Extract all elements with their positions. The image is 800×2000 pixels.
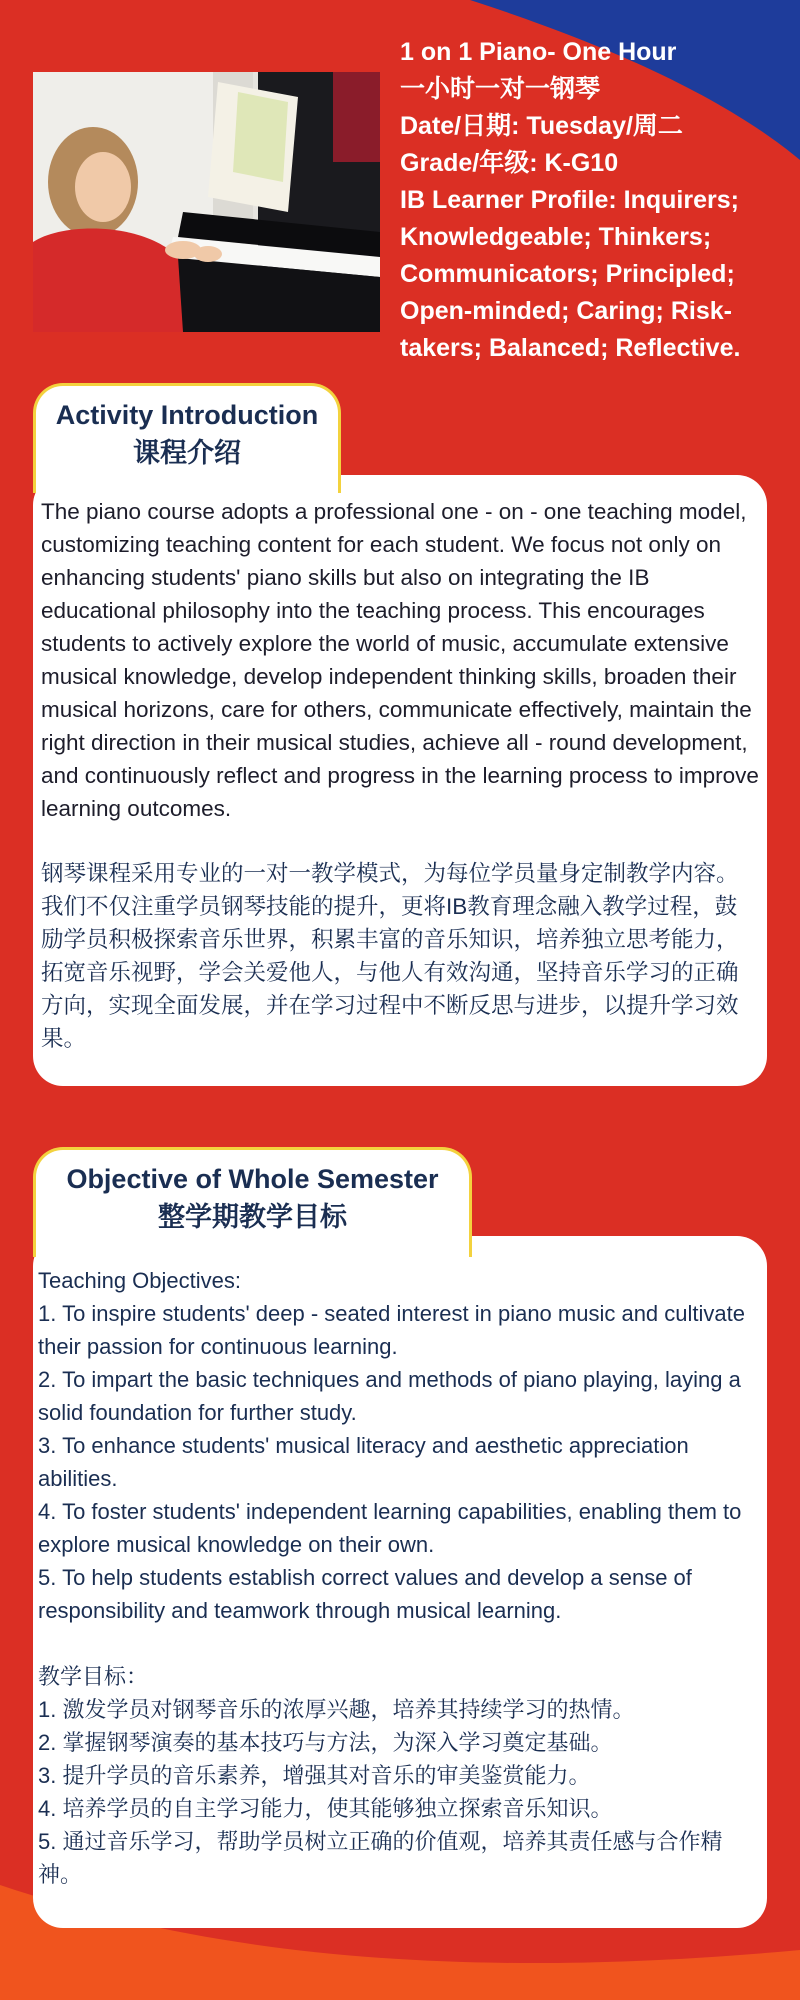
activity-title-en: Activity Introduction (55, 400, 319, 430)
activity-description-en: The piano course adopts a professional one - on - one teaching model, customizing teaching content for each student. We focus not only on enhancing students' piano skills but also on integrating the IB educational philosophy into the teaching process. This encourages students to actively explore the world of music, accumulate extensive musical knowledge, develop independent thinking skills, broaden their musical horizons, care for others, communicate effectively, maintain the right direction in their musical studies, achieve all - round development, and continuously reflect and progress in the learning process to improve learning outcomes. (41, 499, 759, 821)
objective-item-en: 1. To inspire students' deep - seated interest in piano music and cultivate their passion for continuous learning. (38, 1301, 745, 1359)
piano-student-photo (33, 72, 380, 332)
class-info-header (400, 34, 795, 367)
objective-item-en: 2. To impart the basic techniques and methods of piano playing, laying a solid foundation for further study. (38, 1367, 741, 1425)
activity-introduction-card (33, 475, 767, 1086)
objective-item-zh: 2. 掌握钢琴演奏的基本技巧与方法，为深入学习奠定基础。 (38, 1730, 613, 1755)
objective-item-zh: 4. 培养学员的自主学习能力，使其能够独立探索音乐知识。 (38, 1796, 613, 1821)
activity-introduction-tab (33, 383, 341, 493)
objective-title-en: Objective of Whole Semester (66, 1164, 439, 1194)
objectives-zh (38, 1660, 762, 1891)
spacer (38, 1627, 762, 1660)
objective-item-en: 4. To foster students' independent learning capabilities, enabling them to explore musical knowledge on their own. (38, 1499, 742, 1557)
objectives-heading-zh: 教学目标： (38, 1664, 149, 1689)
objective-title-zh: 整学期教学目标 (158, 1202, 347, 1232)
objectives-heading-en: Teaching Objectives: (38, 1268, 241, 1293)
activity-title-zh: 课程介绍 (133, 438, 241, 468)
objective-item-zh: 5. 通过音乐学习，帮助学员树立正确的价值观，培养其责任感与合作精神。 (38, 1829, 723, 1887)
class-date: Date/日期: Tuesday/周二 (400, 112, 683, 140)
learner-profile: IB Learner Profile: Inquirers; Knowledgeable; Thinkers; Communicators; Principled; Open-minded; Caring; Risk-takers; Balanced; Reflective. (400, 186, 741, 362)
objective-item-en: 3. To enhance students' musical literacy and aesthetic appreciation abilities. (38, 1433, 689, 1491)
objectives-en (38, 1264, 762, 1627)
objective-item-zh: 3. 提升学员的音乐素养，增强其对音乐的审美鉴赏能力。 (38, 1763, 591, 1788)
class-title: 1 on 1 Piano- One Hour (400, 38, 677, 66)
class-title-zh: 一小时一对一钢琴 (400, 75, 601, 103)
semester-objective-card (33, 1236, 767, 1928)
objective-item-en: 5. To help students establish correct values and develop a sense of responsibility and teamwork through musical learning. (38, 1565, 692, 1623)
semester-objective-tab (33, 1147, 472, 1257)
activity-description-zh: 钢琴课程采用专业的一对一教学模式，为每位学员量身定制教学内容。我们不仅注重学员钢琴技能的提升，更将IB教育理念融入教学过程，鼓励学员积极探索音乐世界，积累丰富的音乐知识，培养独立思考能力，拓宽音乐视野，学会关爱他人，与他人有效沟通，坚持音乐学习的正确方向，实现全面发展，并在学习过程中不断反思与进步，以提升学习效果。 (41, 861, 739, 1051)
class-grade: Grade/年级: K-G10 (400, 149, 619, 177)
objective-item-zh: 1. 激发学员对钢琴音乐的浓厚兴趣，培养其持续学习的热情。 (38, 1697, 635, 1722)
